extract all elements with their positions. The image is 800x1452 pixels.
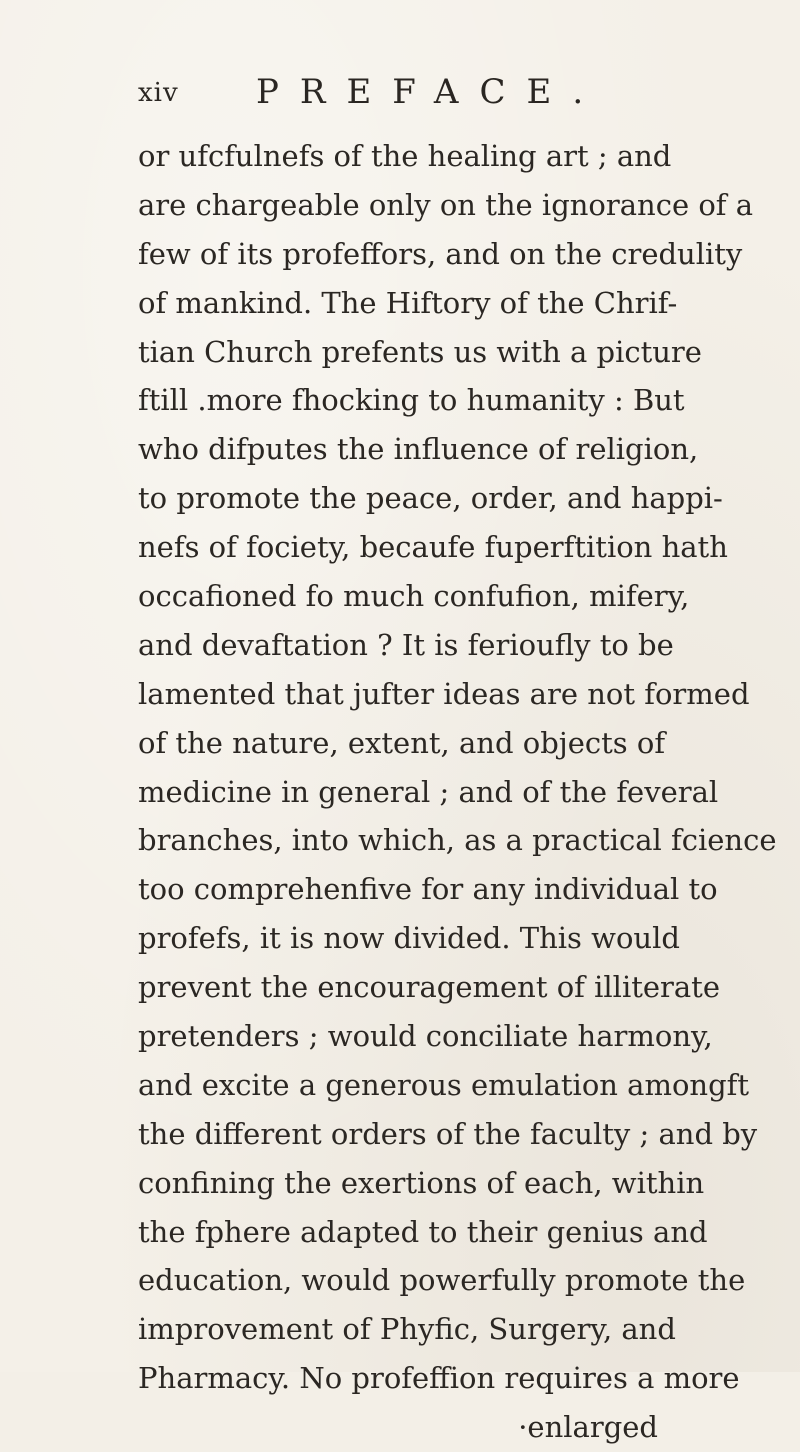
page-header xyxy=(138,72,658,122)
text-line: who difputes the influence of religion, xyxy=(138,432,699,467)
text-line: tian Church prefents us with a picture xyxy=(138,334,702,369)
running-head: PREFACE. xyxy=(256,72,605,112)
text-line: and excite a generous emulation amongft xyxy=(138,1067,750,1102)
text-line: branches, into which, as a practical fcience xyxy=(138,823,777,858)
text-line: nefs of fociety, becaufe fuperftition hath xyxy=(138,530,728,565)
catchword: ·enlarged xyxy=(518,1410,658,1445)
text-line: occafioned fo much confufion, mifery, xyxy=(138,579,690,614)
text-line: Pharmacy. No profeffion requires a more xyxy=(138,1361,740,1396)
text-line: education, would powerfully promote the xyxy=(138,1263,746,1298)
text-line: few of its profeffors, and on the credulity xyxy=(138,236,743,271)
text-line: prevent the encouragement of illiterate xyxy=(138,970,720,1005)
text-line: profefs, it is now divided. This would xyxy=(138,921,680,956)
text-line: the fphere adapted to their genius and xyxy=(138,1214,708,1249)
text-line: and devaftation ? It is ferioufly to be xyxy=(138,627,674,662)
text-line: of the nature, extent, and objects of xyxy=(138,725,666,760)
text-line: too comprehenfive for any individual to xyxy=(138,872,718,907)
text-line: of mankind. The Hiftory of the Chrif- xyxy=(138,285,678,320)
body-text xyxy=(138,132,777,1452)
text-line: confining the exertions of each, within xyxy=(138,1165,705,1200)
text-line: the different orders of the faculty ; and by xyxy=(138,1116,758,1151)
text-line: ftill .more fhocking to humanity : But xyxy=(138,383,685,418)
text-line: to promote the peace, order, and happi- xyxy=(138,481,723,516)
text-line: are chargeable only on the ignorance of a xyxy=(138,187,754,222)
text-line: improvement of Phyfic, Surgery, and xyxy=(138,1312,676,1347)
page-number: xiv xyxy=(138,78,179,108)
text-line: pretenders ; would conciliate harmony, xyxy=(138,1019,713,1054)
text-line: lamented that jufter ideas are not formed xyxy=(138,676,750,711)
text-line: medicine in general ; and of the feveral xyxy=(138,774,719,809)
text-line: or ufcfulnefs of the healing art ; and xyxy=(138,139,672,173)
